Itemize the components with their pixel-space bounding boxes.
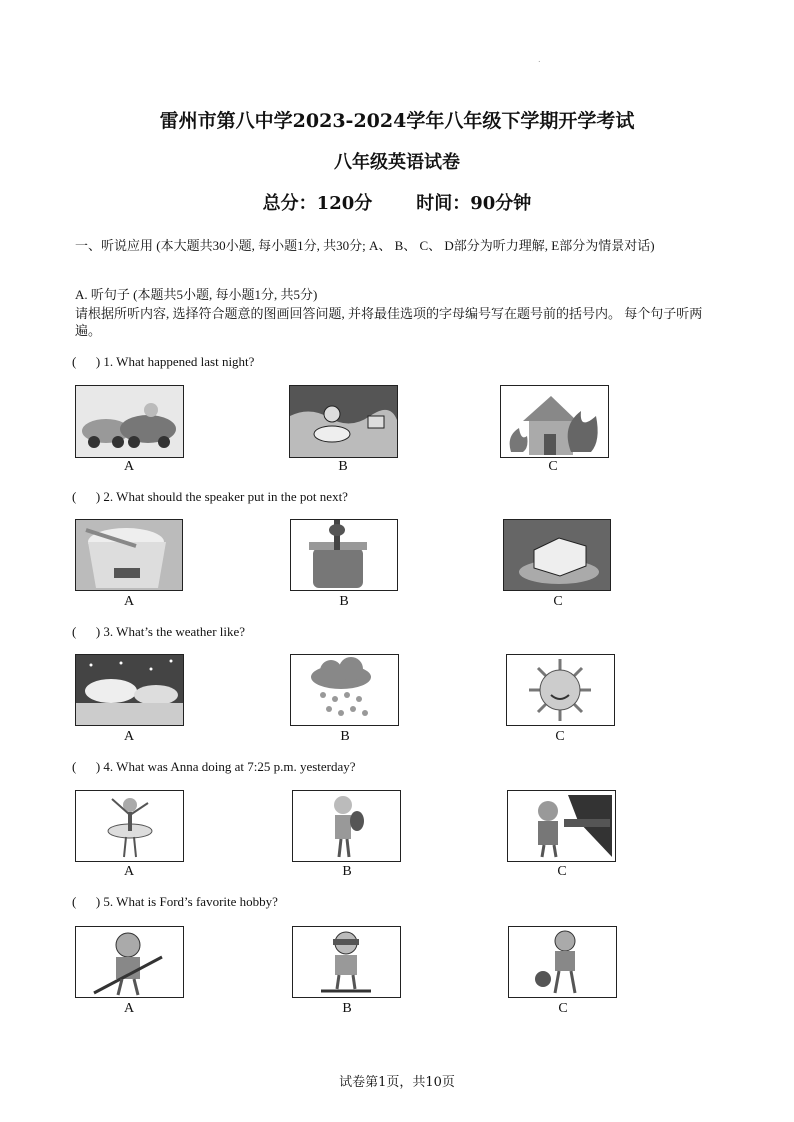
flood-image <box>289 385 398 458</box>
question-2: ( ) 2. What should the speaker put in the pot next? <box>72 489 348 504</box>
basketball-boy-image <box>508 926 617 998</box>
option-label: C <box>555 729 565 744</box>
exam-time: 时间：90分钟 <box>416 193 532 214</box>
option-label: B <box>342 864 352 879</box>
part-a-heading: A. 听句子 (本题共5小题, 每小题1分, 共5分) <box>75 287 318 302</box>
question-1: ( ) 1. What happened last night? <box>72 354 255 369</box>
honey-jar-image <box>290 519 398 591</box>
exam-title: 雷州市第八中学2023-2024学年八年级下学期开学考试 <box>159 110 635 132</box>
option-label: A <box>123 729 135 744</box>
opera-performer-image <box>75 926 184 998</box>
question-4: ( ) 4. What was Anna doing at 7:25 p.m. yesterday? <box>72 759 356 774</box>
option-label: B <box>338 459 348 474</box>
total-score: 总分：120分 <box>262 193 373 214</box>
option-label: C <box>558 1001 568 1016</box>
option-label: C <box>553 594 563 609</box>
rain-cloud-image <box>290 654 399 726</box>
smiling-sun-image <box>506 654 615 726</box>
question-5: ( ) 5. What is Ford’s favorite hobby? <box>72 894 278 909</box>
score-time-line <box>0 189 794 215</box>
exam-subtitle: 八年级英语试卷 <box>334 152 460 173</box>
house-fire-image <box>500 385 609 458</box>
piano-girl-image <box>507 790 616 862</box>
butter-block-image <box>503 519 611 591</box>
option-label: A <box>123 594 135 609</box>
option-label: B <box>339 594 349 609</box>
car-accident-image <box>75 385 184 458</box>
option-label: A <box>123 459 135 474</box>
section-intro: 一、听说应用 (本大题共30小题, 每小题1分, 共30分; A、 B、 C、 D部分为听力理解, E部分为情景对话) <box>75 238 655 253</box>
option-label: A <box>123 864 135 879</box>
snowy-night-image <box>75 654 184 726</box>
page-footer: 试卷第1页，共10页 <box>339 1075 455 1090</box>
skiing-boy-image <box>292 926 401 998</box>
part-a-instruction: 请根据所听内容, 选择符合题意的图画回答问题, 并将最佳选项的字母编号写在题号前的括号内。 每个句子听两遍。 <box>75 306 703 338</box>
option-label: C <box>557 864 567 879</box>
option-label: B <box>340 729 350 744</box>
ballet-dancer-image <box>75 790 184 862</box>
question-3: ( ) 3. What’s the weather like? <box>72 624 246 639</box>
violin-girl-image <box>292 790 401 862</box>
yogurt-cup-image <box>75 519 183 591</box>
option-label: B <box>342 1001 352 1016</box>
option-label: C <box>548 459 558 474</box>
corner-mark: . <box>538 55 541 64</box>
option-label: A <box>123 1001 135 1016</box>
